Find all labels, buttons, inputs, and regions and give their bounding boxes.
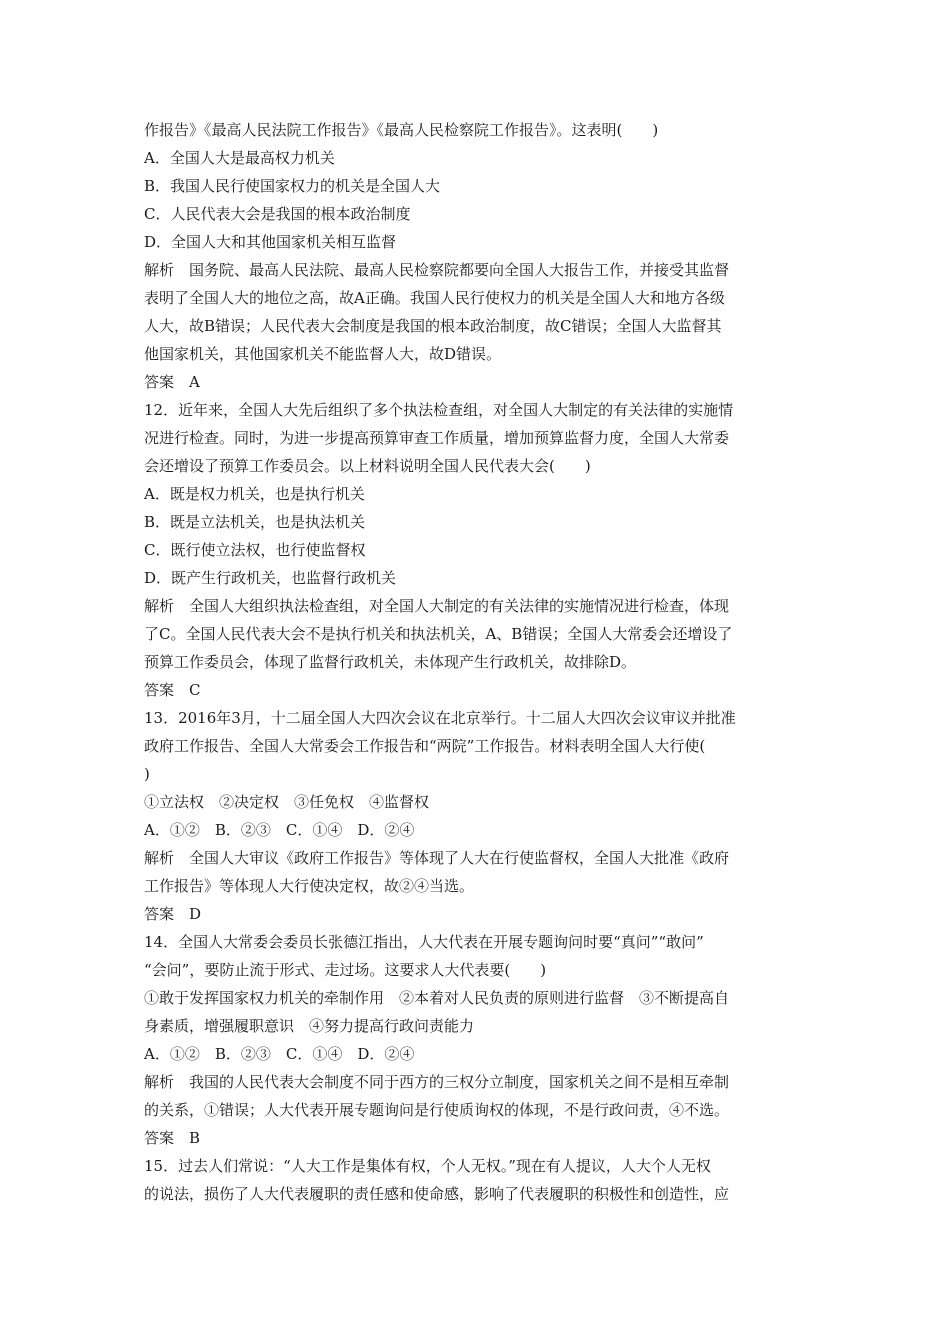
text-line: 人大，故B错误；人民代表大会制度是我国的根本政治制度，故C错误；全国人大监督其 bbox=[144, 317, 722, 335]
text-line: 13．2016年3月，十二届全国人大四次会议在北京举行。十二届人大四次会议审议并批准 bbox=[144, 709, 736, 727]
text-line: 政府工作报告、全国人大常委会工作报告和“两院”工作报告。材料表明全国人大行使( bbox=[144, 737, 706, 755]
text-line: 他国家机关，其他国家机关不能监督人大，故D错误。 bbox=[144, 345, 502, 363]
text-line: 的说法，损伤了人大代表履职的责任感和使命感，影响了代表履职的积极性和创造性，应 bbox=[144, 1185, 730, 1203]
text-line: ①立法权 ②决定权 ③任免权 ④监督权 bbox=[144, 793, 430, 811]
text-line: ①敢于发挥国家权力机关的牵制作用 ②本着对人民负责的原则进行监督 ③不断提高自 bbox=[144, 989, 730, 1007]
text-line: 身素质，增强履职意识 ④努力提高行政问责能力 bbox=[144, 1017, 475, 1035]
text-line: 表明了全国人大的地位之高，故A正确。我国人民行使权力的机关是全国人大和地方各级 bbox=[144, 289, 725, 307]
text-line: C．既行使立法权，也行使监督权 bbox=[144, 541, 366, 559]
text-line: A．全国人大是最高权力机关 bbox=[144, 149, 335, 167]
text-line: 14．全国人大常委会委员长张德江指出，人大代表在开展专题询问时要“真问”“敢问” bbox=[144, 933, 704, 951]
text-line: A．①② B．②③ C．①④ D．②④ bbox=[144, 1045, 415, 1063]
text-line: 况进行检查。同时，为进一步提高预算审查工作质量，增加预算监督力度，全国人大常委 bbox=[144, 429, 730, 447]
text-line: C．人民代表大会是我国的根本政治制度 bbox=[144, 205, 411, 223]
text-line: ) bbox=[144, 765, 150, 783]
text-line: B．既是立法机关，也是执法机关 bbox=[144, 513, 366, 531]
text-line: B．我国人民行使国家权力的机关是全国人大 bbox=[144, 177, 441, 195]
text-line: 答案 A bbox=[144, 373, 200, 391]
text-line: 答案 C bbox=[144, 681, 201, 699]
text-line: 预算工作委员会，体现了监督行政机关，未体现产生行政机关，故排除D。 bbox=[144, 653, 637, 671]
text-line: 解析 国务院、最高人民法院、最高人民检察院都要向全国人大报告工作，并接受其监督 bbox=[144, 261, 730, 279]
text-line: 12．近年来，全国人大先后组织了多个执法检查组，对全国人大制定的有关法律的实施情 bbox=[144, 401, 734, 419]
text-line: A．既是权力机关，也是执行机关 bbox=[144, 485, 365, 503]
text-line: 的关系，①错误；人大代表开展专题询问是行使质询权的体现，不是行政问责，④不选。 bbox=[144, 1101, 730, 1119]
text-line: A．①② B．②③ C．①④ D．②④ bbox=[144, 821, 415, 839]
text-line: 15．过去人们常说：“人大工作是集体有权，个人无权。”现在有人提议，人大个人无权 bbox=[144, 1157, 711, 1175]
text-line: 工作报告》等体现人大行使决定权，故②④当选。 bbox=[144, 877, 475, 895]
text-line: 解析 全国人大组织执法检查组，对全国人大制定的有关法律的实施情况进行检查，体现 bbox=[144, 597, 730, 615]
text-line: 了C。全国人民代表大会不是执行机关和执法机关，A、B错误；全国人大常委会还增设了 bbox=[144, 625, 733, 643]
text-line: 作报告》《最高人民法院工作报告》《最高人民检察院工作报告》。这表明( ) bbox=[144, 121, 659, 139]
document-body bbox=[144, 116, 814, 1208]
text-line: 答案 B bbox=[144, 1129, 201, 1147]
text-line: D．既产生行政机关，也监督行政机关 bbox=[144, 569, 397, 587]
text-line: 会还增设了预算工作委员会。以上材料说明全国人民代表大会( ) bbox=[144, 457, 591, 475]
text-line: 答案 D bbox=[144, 905, 202, 923]
text-line: “会问”，要防止流于形式、走过场。这要求人大代表要( ) bbox=[144, 961, 547, 979]
text-line: D．全国人大和其他国家机关相互监督 bbox=[144, 233, 397, 251]
text-line: 解析 全国人大审议《政府工作报告》等体现了人大在行使监督权，全国人大批准《政府 bbox=[144, 849, 730, 867]
text-line: 解析 我国的人民代表大会制度不同于西方的三权分立制度，国家机关之间不是相互牵制 bbox=[144, 1073, 730, 1091]
